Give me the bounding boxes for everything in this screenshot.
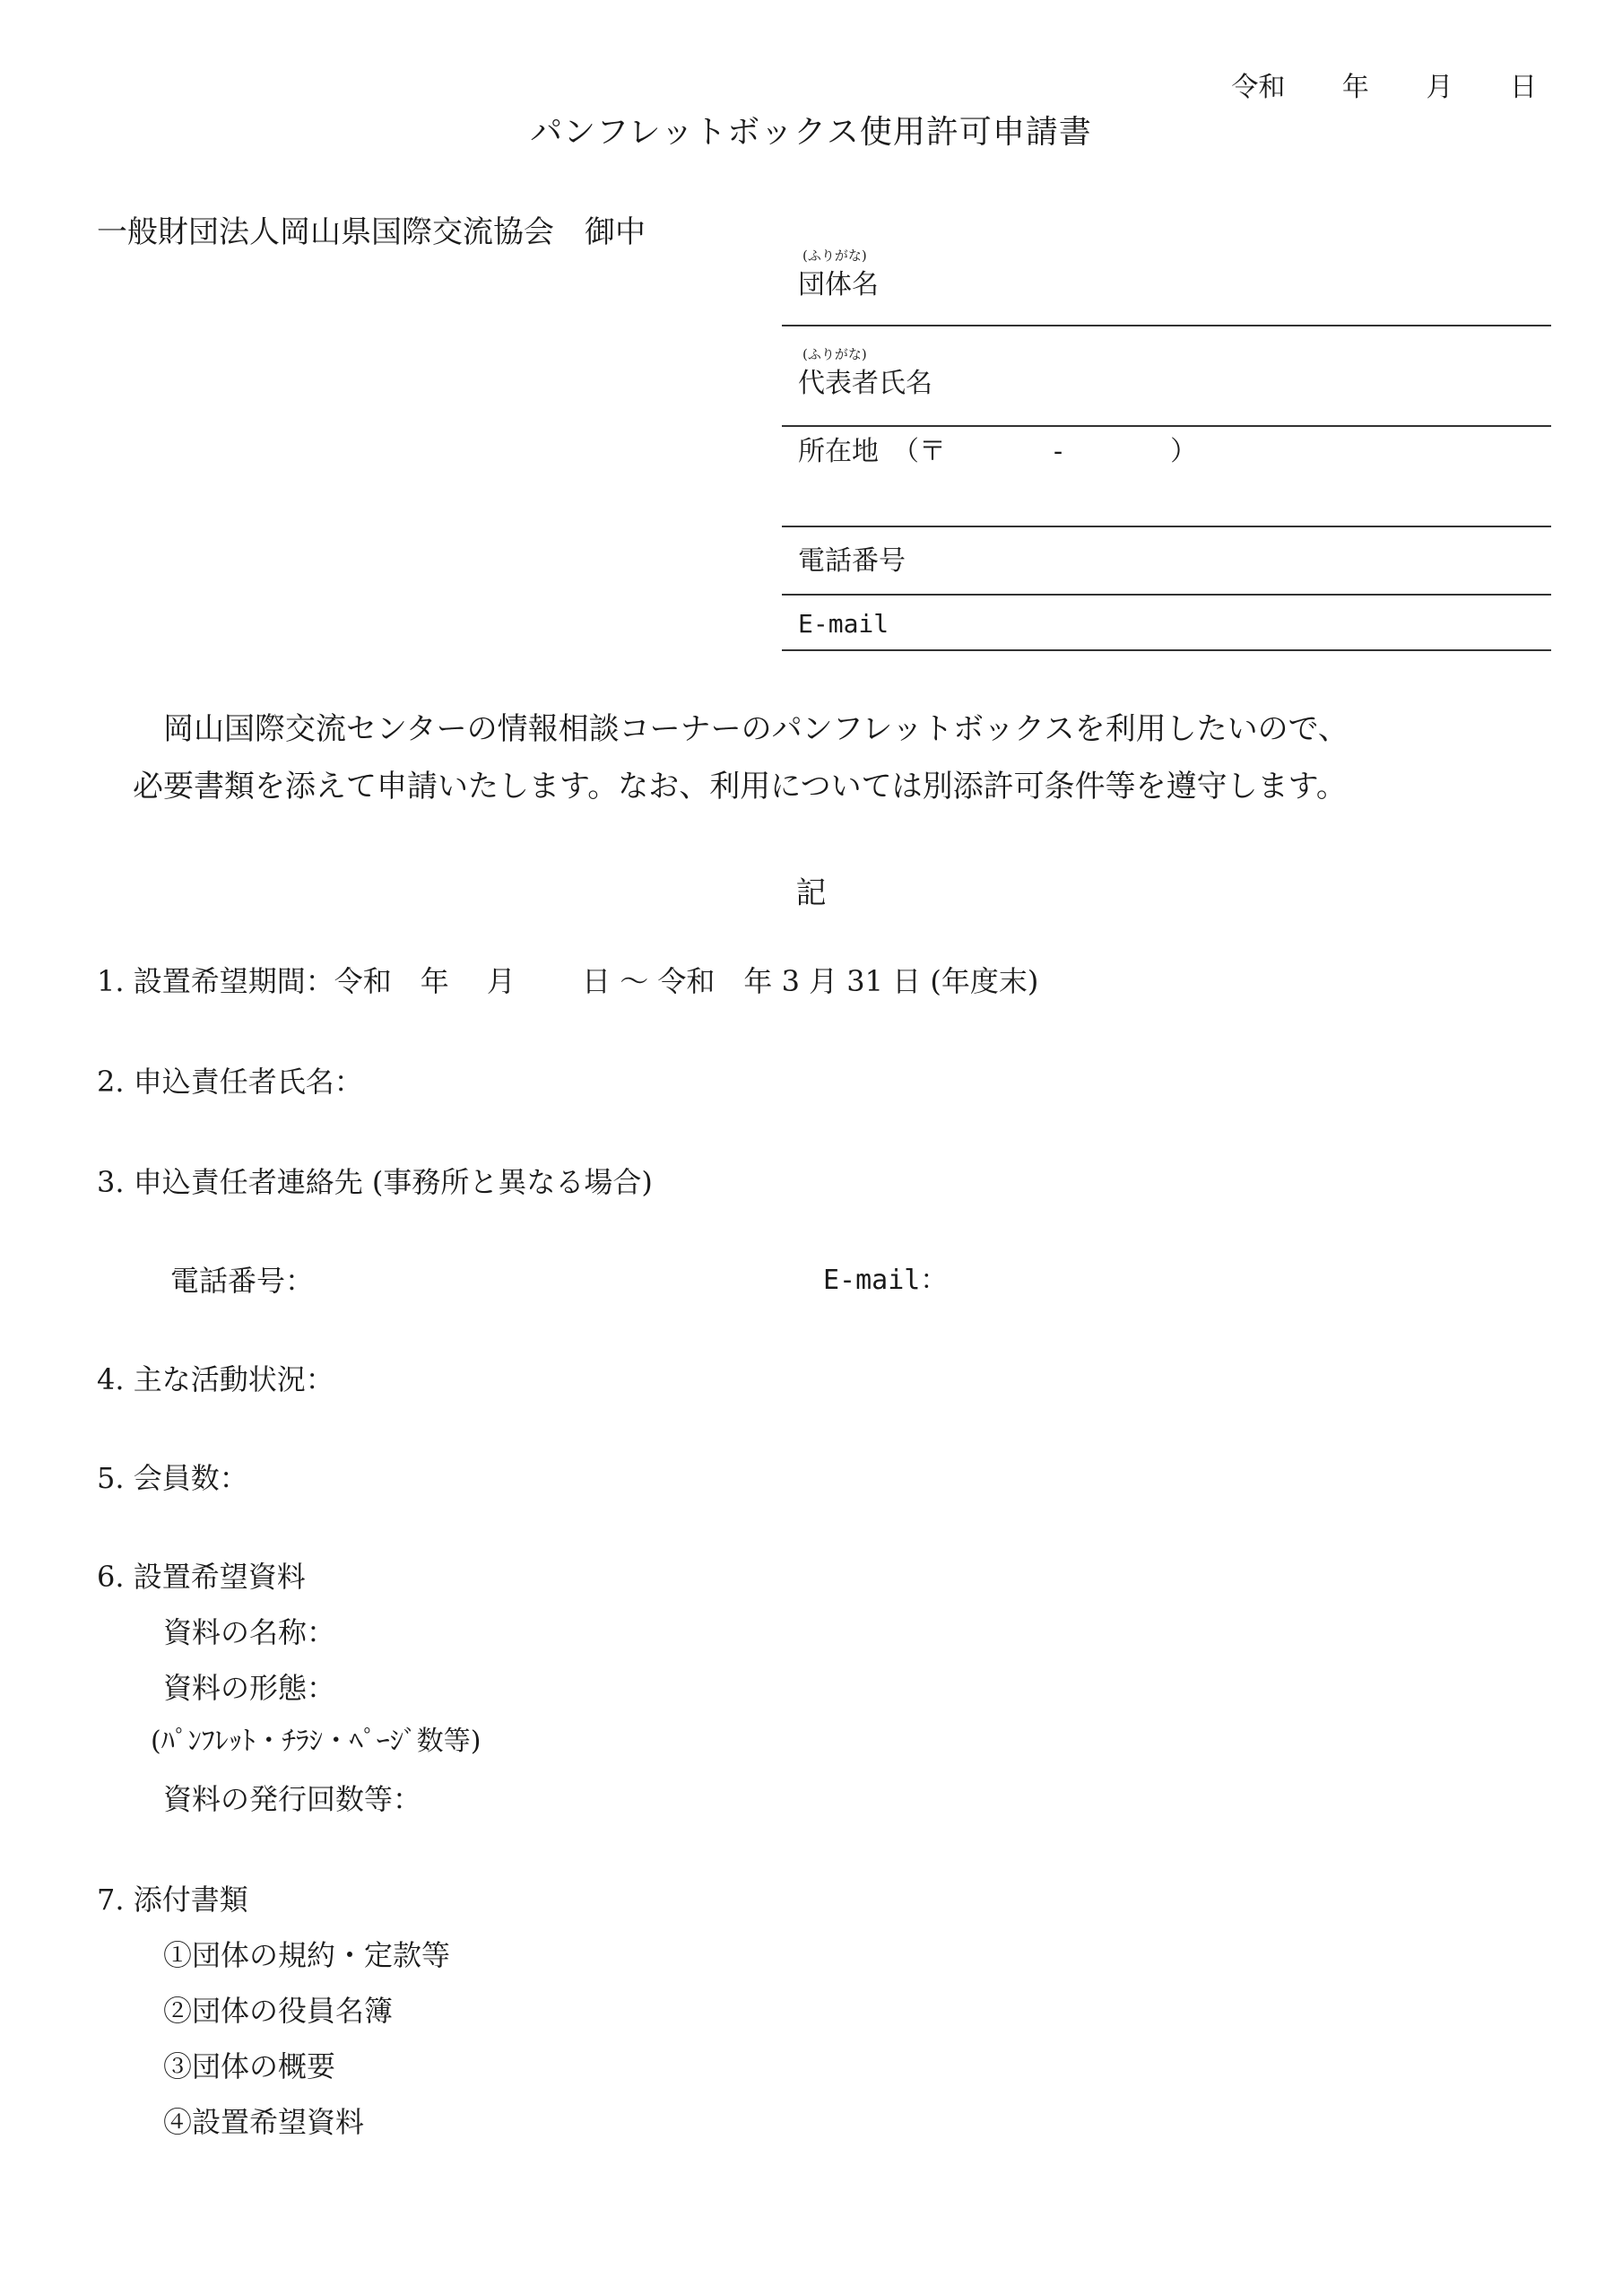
address-label: 所在地 （〒 - ） (798, 436, 1198, 467)
date-month: 月 (1426, 72, 1453, 103)
item-5-member-count: 5. 会員数： (97, 1461, 248, 1495)
date-line (1231, 65, 1537, 104)
body-line-2: 必要書類を添えて申請いたします。なお、利用については別添許可条件等を遵守します。 (133, 769, 1347, 804)
item-1-installation-period: 1. 設置希望期間：令和 年 月 日 〜 令和 年 3 月 31 日 (年度末) (97, 964, 1039, 998)
document-title: パンフレットボックス使用許可申請書 (530, 114, 1092, 151)
representative-label: 代表者氏名 (798, 368, 932, 399)
date-year: 年 (1341, 72, 1369, 103)
item-2-responsible-person: 2. 申込責任者氏名： (97, 1065, 363, 1099)
body-line-1: 岡山国際交流センターの情報相談コーナーのパンフレットボックスを利用したいので、 (163, 711, 1349, 747)
item-3-responsible-contact: 3. 申込責任者連絡先 (事務所と異なる場合) (97, 1165, 653, 1199)
phone-rule (782, 594, 1551, 596)
email-rule (782, 649, 1551, 651)
furigana-label: (ふりがな) (802, 346, 867, 362)
date-day: 日 (1510, 72, 1537, 103)
item-6-materials: 6. 設置希望資料 (97, 1560, 306, 1594)
item-3-phone-label: 電話番号： (170, 1264, 315, 1298)
date-era: 令和 (1231, 72, 1286, 103)
address-rule (782, 526, 1551, 527)
item-7-attachments: 7. 添付書類 (97, 1883, 248, 1917)
item-6-issue-frequency: 資料の発行回数等： (163, 1782, 422, 1816)
item-4-activities: 4. 主な活動状況： (97, 1362, 334, 1396)
group-name-rule (782, 325, 1551, 326)
attachment-item: ③団体の概要 (163, 2049, 336, 2083)
phone-label: 電話番号 (798, 545, 906, 577)
item-6-material-form: 資料の形態： (163, 1671, 336, 1705)
addressee: 一般財団法人岡山県国際交流協会 御中 (97, 214, 646, 250)
representative-rule (782, 425, 1551, 427)
item-6-material-name: 資料の名称： (163, 1615, 336, 1649)
furigana-label: (ふりがな) (802, 248, 867, 264)
item-6-material-form-note: (ﾊﾟﾝﾌﾚｯﾄ・ﾁﾗｼ・ﾍﾟｰｼﾞ数等) (151, 1726, 481, 1757)
attachment-item: ②団体の役員名簿 (163, 1994, 394, 2028)
item-3-email-label: E-mail： (823, 1265, 948, 1296)
group-name-label: 団体名 (798, 269, 879, 300)
ki-heading: 記 (795, 875, 827, 911)
email-label: E-mail (798, 609, 889, 639)
attachment-item: ④設置希望資料 (163, 2105, 365, 2139)
attachment-item: ①団体の規約・定款等 (163, 1938, 451, 1972)
